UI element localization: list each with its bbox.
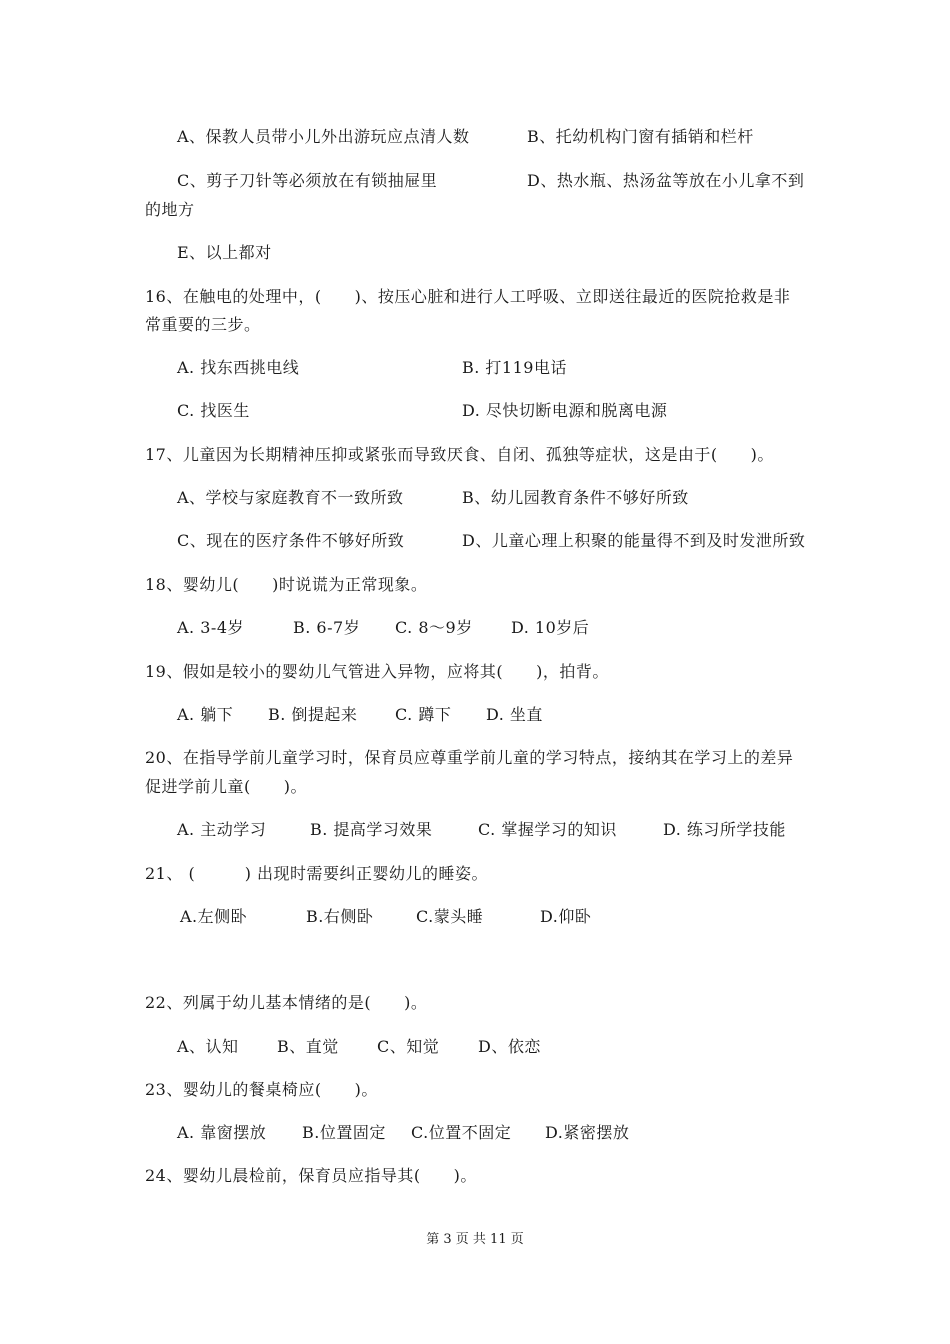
q16-option-c: C. 找医生 [177,401,250,420]
q17-option-b: B、幼儿园教育条件不够好所致 [462,488,689,507]
q23-option-a: A. 靠窗摆放 [177,1123,267,1142]
q17-option-c: C、现在的医疗条件不够好所致 [177,531,405,550]
q20-option-a: A. 主动学习 [177,820,267,839]
q15-option-a: A、保教人员带小儿外出游玩应点清人数 [177,127,470,146]
q17-option-a: A、学校与家庭教育不一致所致 [177,488,404,507]
q23-option-d: D.紧密摆放 [545,1123,630,1142]
q21-option-d: D.仰卧 [540,907,592,926]
q18-option-a: A. 3-4岁 [177,618,244,637]
q21-option-b: B.右侧卧 [306,907,374,926]
q22-option-d: D、依恋 [478,1037,541,1056]
q20-stem-line1: 20、在指导学前儿童学习时，保育员应尊重学前儿童的学习特点，接纳其在学习上的差异 [145,748,794,767]
q22-stem: 22、列属于幼儿基本情绪的是( )。 [145,993,428,1012]
q18-stem: 18、婴幼儿( )时说谎为正常现象。 [145,575,428,594]
q22-option-a: A、认知 [177,1037,239,1056]
q16-option-d: D. 尽快切断电源和脱离电源 [462,401,668,420]
q21-option-c: C.蒙头睡 [416,907,484,926]
q16-stem-line2: 常重要的三步。 [145,315,261,334]
q23-option-b: B.位置固定 [302,1123,386,1142]
q24-stem: 24、婴幼儿晨检前，保育员应指导其( )。 [145,1166,477,1185]
q20-option-b: B. 提高学习效果 [310,820,433,839]
q19-stem: 19、假如是较小的婴幼儿气管进入异物，应将其( )，拍背。 [145,662,609,681]
q19-option-d: D. 坐直 [486,705,543,724]
q20-option-d: D. 练习所学技能 [663,820,786,839]
q16-option-b: B. 打119电话 [462,358,567,377]
q15-option-d: D、热水瓶、热汤盆等放在小儿拿不到 [527,171,805,190]
q22-option-c: C、知觉 [377,1037,440,1056]
q16-option-a: A. 找东西挑电线 [177,358,300,377]
q22-option-b: B、直觉 [277,1037,339,1056]
q18-option-b: B. 6-7岁 [293,618,361,637]
q23-option-c: C.位置不固定 [411,1123,512,1142]
q19-option-b: B. 倒提起来 [268,705,358,724]
q18-option-d: D. 10岁后 [511,618,590,637]
q20-stem-line2: 促进学前儿童( )。 [145,777,307,796]
q15-option-d-continued: 的地方 [145,200,195,219]
page-footer: 第 3 页 共 11 页 [426,1232,524,1247]
q15-option-b: B、托幼机构门窗有插销和栏杆 [527,127,754,146]
q19-option-c: C. 蹲下 [395,705,452,724]
q17-option-d: D、儿童心理上积聚的能量得不到及时发泄所致 [462,531,806,550]
q21-option-a: A.左侧卧 [180,907,248,926]
q16-stem-line1: 16、在触电的处理中，( )、按压心脏和进行人工呼吸、立即送往最近的医院抢救是非 [145,287,791,306]
q15-option-e: E、以上都对 [177,243,272,262]
q15-option-c: C、剪子刀针等必须放在有锁抽屉里 [177,171,438,190]
q17-stem: 17、儿童因为长期精神压抑或紧张而导致厌食、自闭、孤独等症状，这是由于( )。 [145,445,774,464]
q21-stem: 21、 ( ) 出现时需要纠正婴幼儿的睡姿。 [145,864,489,883]
q23-stem: 23、婴幼儿的餐桌椅应( )。 [145,1080,378,1099]
q19-option-a: A. 躺下 [177,705,234,724]
q18-option-c: C. 8～9岁 [395,618,473,637]
q20-option-c: C. 掌握学习的知识 [478,820,617,839]
